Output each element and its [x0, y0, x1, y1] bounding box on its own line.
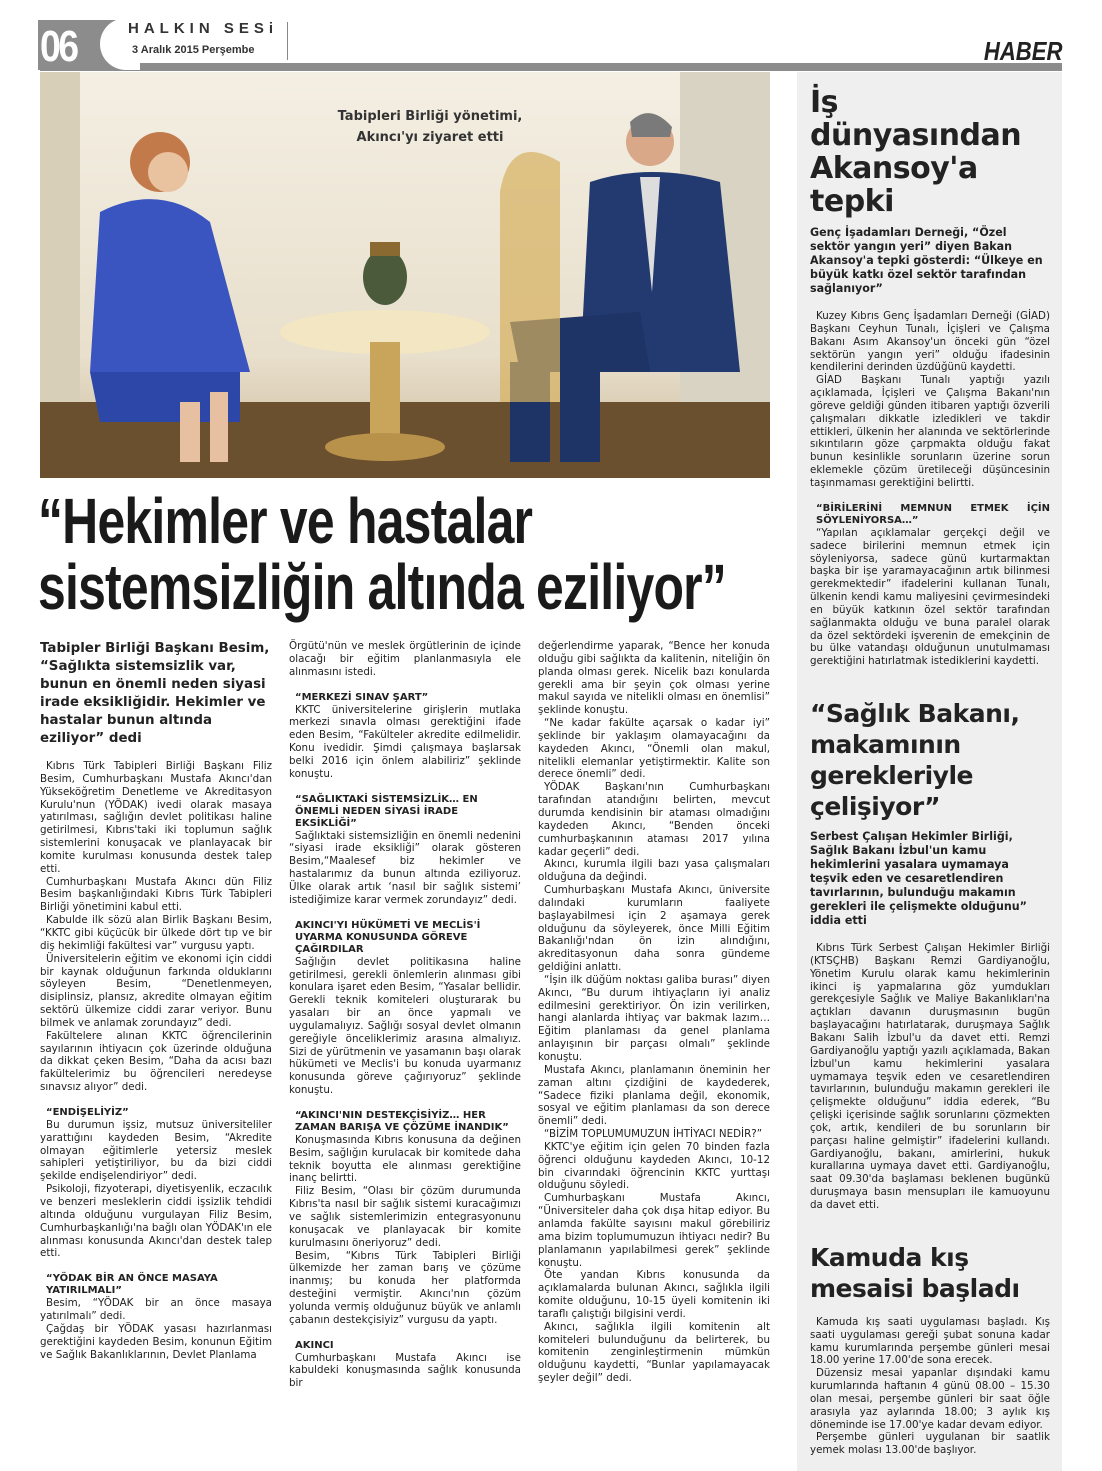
news-photo	[40, 72, 770, 478]
photo-caption-line2: Akıncı'yı ziyaret etti	[356, 130, 504, 145]
paragraph: YÖDAK Başkanı'nın Cumhurbaşkanı tarafından atandığını belirten, mevcut durumda kendisinin bir ataması olmadığını kaydeden Akıncı, “Benden önceki cumhurbaşkanının ataması 2017 yılına kadar geçerli” dedi.	[538, 781, 770, 858]
paragraph: değerlendirme yaparak, “Bence her konuda olduğu gibi sağlıkta da kalitenin, niteliğin ön planda olması gerek. Nicelik bazı konularda gerekli ama bir şeyin çok olması yerine makul sayıda ve nitelikli olması en önemlisi” şeklinde konuştu.	[538, 640, 770, 717]
paragraph: Çağdaş bir YÖDAK yasası hazırlanması gerektiğini kaydeden Besim, konunun Eğitim ve Sağlık Bakanlıklarının, Devlet Planlama	[40, 1322, 272, 1361]
story-title: “Sağlık Bakanı, makamının gerekleriyle çelişiyor”	[810, 699, 1020, 822]
subheading: AKINCI	[295, 1339, 334, 1351]
paragraph: “Ne kadar fakülte açarsak o kadar iyi” şeklinde bir yaklaşım olamayacağını da kaydeden Akıncı, “Önemli olan makul, nitelikli elemanlar yetiştirmektir. Kalite son derece önemli” dedi.	[538, 717, 770, 781]
story-title: İş dünyasından Akansoy'a tepki	[810, 85, 1022, 219]
paragraph: Kabulde ilk sözü alan Birlik Başkanı Besim, “KKTC gibi küçücük bir ülkede dört tıp ve bir diş hekimliği fakültesi var” vurgusu yaptı.	[40, 914, 272, 952]
sidebar-story-2	[810, 698, 1050, 1212]
paragraph: “Yapılan açıklamalar gerçekçi değil ve sadece birilerini memnun etmek için söyleniyorsa, sadece günü kurtarmaktan başka bir işe yaramayacağının artık bilinmesi gerekmektedir” ifadelerini kullanan Tunalı, ülkenin kendi kamu maliyesini çevirmesindeki en büyük katkının özel sektör tarafından sağlanmakta olduğu ve buna paralel olarak da özel sektördeki işverenin de emekçinin de bu ülke vatandaşı olduğunun unutulmaması gerektiğini hatırlatmak istediklerini kaydetti.	[810, 526, 1050, 668]
paragraph: Öte yandan Kıbrıs konusunda da açıklamalarda bulunan Akıncı, sağlıkla ilgili komite olduğunu, 10-15 üyeli komitenin iki taraflı çalıştığı bilgisini verdi.	[538, 1269, 770, 1320]
paragraph: Kıbrıs Türk Serbest Çalışan Hekimler Birliği (KTSÇHB) Başkanı Remzi Gardiyanoğlu, Yönetim Kurulu olarak kamu hekimlerinin ikinci iş yapmalarına göz yumdukları gerekçesiyle Sağlık ve Maliye Bakanlıkları'na açtıkları davanın duruşmasının bugün başlayacağını hatırlatarak, duruşmaya Sağlık Bakanı Salih İzbul'u da davet etti. Remzi Gardiyanoğlu yaptığı yazılı açıklamada, Bakan İzbul'un kamu hekimlerini yasalara uymamaya teşvik eden ve cesaretlendiren tavırlarının, bulunduğu makamın gerekleri ile çelişmekte olduğunu” iddia ederek, “Bu çelişki içerisinde sağlık sorunlarını çözmekten çok, artık, kendileri de bu sorunların bir parçası haline gelmiştir” ifadelerini kullandı. Gardiyanoğlu, bakanı, amirlerini, hukuk kurallarına uymaya davet etti. Gardiyanoğlu, saat 09.30'da başlaması beklenen bugünkü duruşmaya basın mensupları ile kamuoyunu da davet etti.	[810, 942, 1050, 1211]
paragraph: “BİZİM TOPLUMUMUZUN İHTİYACI NEDİR?”	[544, 1128, 763, 1141]
subheading: “MERKEZİ SINAV ŞART”	[295, 691, 429, 703]
paragraph: Kıbrıs Türk Tabipleri Birliği Başkanı Filiz Besim, Cumhurbaşkanı Mustafa Akıncı'dan Yükseköğretim Denetleme ve Akreditasyon Kurulu'nun (YÖDAK) ivedi olarak masaya yatırılması, sağlığın devlet politikası haline getirilmesi, Kıbrıs'taki iki toplumun sağlık sistemlerini konuşacak ve planlayacak bir komite kurulması konusunda destek talep etti.	[40, 760, 272, 875]
paragraph: Mustafa Akıncı, planlamanın öneminin her zaman altını çizdiğini de kaydederek, “Sadece fiziki planlama değil, ekonomik, sosyal ve eğitim planlaması da son derece önemli” dedi.	[538, 1063, 770, 1128]
paragraph: Akıncı, kurumla ilgili bazı yasa çalışmaları olduğuna da değindi.	[538, 858, 770, 884]
paragraph: Besim, “YÖDAK bir an önce masaya yatırılmalı” dedi.	[40, 1297, 272, 1323]
paragraph: Sağlıktaki sistemsizliğin en önemli nedenini “siyasi irade eksikliği” olarak gösteren Besim,“Maalesef biz hekimler ve hastalarımız da bunun altında eziliyoruz. Ülke olarak artık ‘nasıl bir sağlık sistemi’ istediğimize karar vermek zorundayız” dedi.	[289, 829, 521, 906]
paragraph: Kuzey Kıbrıs Genç İşadamları Derneği (GİAD) Başkanı Ceyhun Tunalı, İçişleri ve Çalışma Bakanı Asım Akansoy'un önceki gün “özel sektörün yangın yeri” olduğu ifadesinin kendilerini derinden üzdüğünü kaydetti.	[810, 310, 1050, 374]
subheading: “YÖDAK BİR AN ÖNCE MASAYA YATIRILMALI”	[46, 1273, 218, 1297]
paragraph: Akıncı, sağlıkla ilgili komitenin alt komiteleri bulunduğunu da belirterek, bu komitenin zenginleştirmenin mümkün olduğunu kaydetti, “Bunlar yapılamayacak şeyler değil” dedi.	[538, 1320, 770, 1385]
paragraph: Perşembe günleri uygulanan bir saatlik yemek molası 13.00'de başlıyor.	[810, 1431, 1050, 1457]
subheading: AKINCI'YI HÜKÜMETİ VE MECLİS'İ UYARMA KONUSUNDA GÖREVE ÇAĞIRDILAR	[295, 919, 481, 955]
article-column-3	[538, 640, 770, 1385]
paragraph: Cumhurbaşkanı Mustafa Akıncı ise kabuldeki konuşmasında sağlık konusunda bir	[289, 1351, 521, 1390]
paragraph: “İşin ilk düğüm noktası galiba burası” diyen Akıncı, “Bu durum ihtiyaçların iyi analiz edilmesini gerektiriyor. Ön izin verilirken, hangi alanlarda ihtiyaç var bakmak lazım… Eğitim planlaması da genel planlama anlayışının bir parçası olmalı” şeklinde konuştu.	[538, 973, 770, 1063]
paragraph: Besim, “Kıbrıs Türk Tabipleri Birliği ülkemizde her zaman barış ve çözüme inanmış; bu konuda her platformda desteğini vermiştir. Akıncı'nın çözüm yolunda vermiş olduğunuz büyük ve anlamlı çabanın destekçisiyiz” vurgusu da yaptı.	[289, 1249, 521, 1326]
subheading: “SAĞLIKTAKİ SİSTEMSİZLİK… EN ÖNEMLİ NEDEN SİYASİ İRADE EKSİKLİĞİ”	[295, 793, 478, 829]
photo-caption	[330, 106, 530, 148]
paragraph: Düzensiz mesai yapanlar dışındaki kamu kurumlarında haftanın 4 günü 08.00 – 15.30 olan mesai, perşembe günleri bir saat öğle arasıyla yaz aylarında 18.00; 3 aylık kış döneminde ise 17.00'ye kadar devam ediyor.	[810, 1367, 1050, 1431]
paragraph: Konuşmasında Kıbrıs konusuna da değinen Besim, sağlığın kurulacak bir komitede daha teknik boyutta ele alınması gerektiğine inanç belirtti.	[289, 1133, 521, 1185]
main-headline	[38, 485, 726, 623]
article-column-1	[40, 640, 272, 1361]
subheading: “AKINCI'NIN DESTEKÇİSİYİZ… HER ZAMAN BARIŞA VE ÇÖZÜME İNANDIK”	[295, 1109, 509, 1133]
paragraph: Cumhurbaşkanı Mustafa Akıncı dün Filiz Besim başkanlığındaki Kıbrıs Türk Tabipleri Birliği yönetimini kabul etti.	[40, 875, 272, 914]
paragraph: Sağlığın devlet politikasına haline getirilmesi, gerekli önlemlerin alınması gibi konulara işaret eden Besim, “Yasalar bellidir. Gerekli teknik komiteleri oluşturarak bu yasaları bir an önce yapmalı ve uygulamalıyız. Sağlığı sosyal devlet olmanın gereğiyle önceliklerimiz arasına almalıyız. Sizi de yürütmenin ve yasamanın başı olarak hükümeti ve Meclis'i bu konuda uyarmanız konusunda göreve çağırıyoruz” şeklinde konuştu.	[289, 955, 521, 1097]
main-headline-line1: “Hekimler ve hastalar	[38, 485, 533, 557]
story-title: Kamuda kış mesaisi başladı	[810, 1242, 1020, 1303]
story-subtitle: Genç İşadamları Derneği, “Özel sektör yangın yeri” diyen Bakan Akansoy'a tepki gösterdi: “Ülkeye en büyük katkı özel sektör tarafından sağlanıyor”	[810, 226, 1043, 295]
story-body	[810, 1316, 1050, 1457]
story-subtitle: Serbest Çalışan Hekimler Birliği, Sağlık Bakanı İzbul'un kamu hekimlerini yasalara uymamaya teşvik eden ve cesaretlendiren tavırlarının, bulunduğu makamın gerekleri ile çelişmekte olduğunu” iddia etti	[810, 830, 1027, 928]
header-divider	[287, 22, 288, 60]
paragraph: Bu durumun işsiz, mutsuz üniversiteliler yarattığını kaydeden Besim, “Akredite olmayan eğitimlerle yetersiz meslek sahipleri yetiştiriliyor, bu da bizi ciddi şekilde endişelendiriyor” dedi.	[40, 1118, 272, 1183]
paragraph: KKTC'ye eğitim için gelen 70 binden fazla öğrenci olduğunu kaydeden Akıncı, 10-12 bin civarındaki öğrencinin KKTC yurttaşı olduğunu söyledi.	[538, 1140, 770, 1192]
paragraph: Üniversitelerin eğitim ve ekonomi için ciddi bir kaynak olduğunun farkında olduklarını söyleyen Besim, “Denetlenmeyen, disiplinsiz, plansız, akredite olmayan eğitim sektörü ülkemize ciddi zarar veriyor. Bunu bilmek ve anlamak zorundayız” dedi.	[40, 952, 272, 1029]
paragraph: Filiz Besim, “Olası bir çözüm durumunda Kıbrıs'ta nasıl bir sağlık sistemi kuracağımızı ve sağlık sistemlerimizin entegrasyonunu konuşacak ve planlayacak bir komite kurulmasını öneriyoruz” dedi.	[289, 1185, 521, 1249]
subheading: “ENDİŞELİYİZ”	[46, 1106, 129, 1118]
paragraph: Cumhurbaşkanı Mustafa Akıncı, üniversite dalındaki kurumların faaliyete başlayabilmesi için 2 aşamaya gerek olduğunu da söyleyerek, önce Milli Eğitim Bakanlığı'ndan ön izin alındığını, akreditasyonun daha sonra gündeme geldiğini anlattı.	[538, 884, 770, 974]
paragraph: GİAD Başkanı Tunalı yaptığı yazılı açıklamada, İçişleri ve Çalışma Bakanı'nın göreve geldiği günden itibaren yaptığı özverili çalışmaları dikkatle izledikleri ve takdir ettikleri, ülkenin her alanında ve sektörlerinde sıkıntıların göze çarpmakta olduğu fakat bunun kesinlikle sorunların üzerine sorun eklemekle çözüm üretileceği düşüncesinin taşınmaması gerektiğini belirtti.	[810, 374, 1050, 489]
header-rule	[40, 63, 1062, 71]
paragraph: KKTC üniversitelerine girişlerin mutlaka merkezi sınavla olması gerektiğini ifade eden Besim, “Fakülteler akredite edilmelidir. Konu ivedidir. Şimdi çalışmaya başlarsak belki 2016 için önlem alabiliriz” şeklinde konuştu.	[289, 703, 521, 780]
paragraph: Cumhurbaşkanı Mustafa Akıncı, “Üniversiteler daha çok dışa hitap ediyor. Bu anlamda fakülte sayısını makul görebiliriz ama bizim toplumumuzun ihtiyacı nedir? Bu planlamanın yapılabilmesi gerek” şeklinde konuştu.	[538, 1192, 770, 1269]
issue-date: 3 Aralık 2015 Perşembe	[132, 44, 255, 56]
sidebar	[797, 72, 1062, 1471]
photo-caption-line1: Tabipleri Birliği yönetimi,	[337, 109, 523, 124]
subheading: “BİRİLERİNİ MEMNUN ETMEK İÇİN SÖYLENİYORSA…”	[816, 502, 1050, 526]
article-column-2	[289, 640, 521, 1390]
sidebar-story-3	[810, 1242, 1050, 1457]
story-body	[810, 310, 1050, 668]
article-lead: Tabipler Birliği Başkanı Besim, “Sağlıkta sistemsizlik var, bunun en önemli neden siyasi irade eksikliğidir. Hekimler ve hastalar bunun altında eziliyor” dedi	[40, 641, 270, 746]
main-headline-line2: sistemsizliğin altında eziliyor”	[38, 551, 726, 623]
section-label: HABER	[983, 36, 1062, 66]
paragraph: Psikoloji, fizyoterapi, diyetisyenlik, eczacılık ve benzeri mesleklerin ciddi işsizlik tehdidi altında olduğunu vurgulayan Filiz Besim, Cumhurbaşkanlığı'na bağlı olan YÖDAK'ın ele alınması konusunda Akıncı'dan destek talep etti.	[40, 1183, 272, 1260]
paragraph: Fakültelere alınan KKTC öğrencilerinin sayılarının ihtiyacın çok üzerinde olduğuna da dikkat çeken Besim, “Daha da acısı bazı fakültelerimiz bu öğrencileri neredeyse sınavsız alıyor” dedi.	[40, 1029, 272, 1094]
paragraph: Örgütü'nün ve meslek örgütlerinin de içinde olacağı bir eğitim planlanmasıyla ele alınmasını istedi.	[289, 640, 521, 678]
newspaper-name: HALKIN SESi	[128, 20, 279, 37]
paragraph: Kamuda kış saati uygulaması başladı. Kış saati uygulaması gereği şubat sonuna kadar kamu kurumlarında perşembe günleri mesai 18.00 yerine 17.00'de sona erecek.	[810, 1315, 1050, 1367]
page-number: 06	[40, 22, 77, 71]
sidebar-story-1	[810, 86, 1050, 668]
story-body	[810, 942, 1050, 1212]
